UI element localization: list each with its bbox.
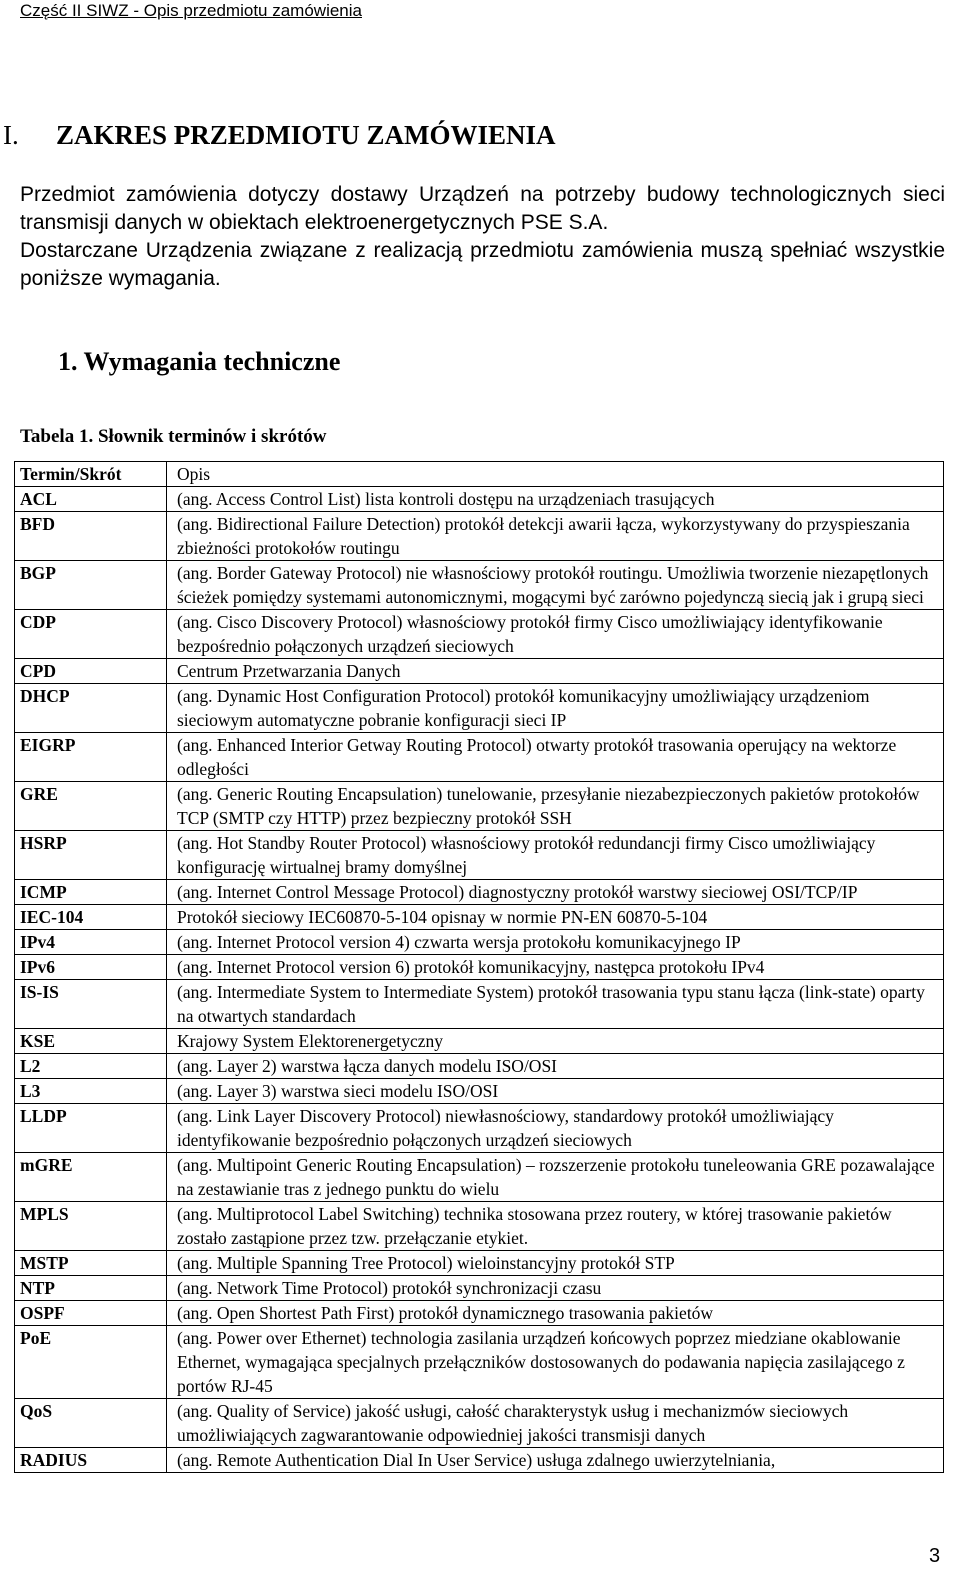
- description-cell: (ang. Dynamic Host Configuration Protocol) protokół komunikacyjny umożliwiający urządzeniom sieciowym automatyczne pobranie konfiguracji sieci IP: [167, 684, 944, 733]
- terms-table-body: [15, 487, 944, 1473]
- table-row: [15, 1054, 944, 1079]
- description-cell: Protokół sieciowy IEC60870-5-104 opisnay w normie PN-EN 60870-5-104: [167, 905, 944, 930]
- description-cell: (ang. Intermediate System to Intermediate System) protokół trasowania typu stanu łącza (link-state) oparty na otwartych standardach: [167, 980, 944, 1029]
- description-cell: (ang. Open Shortest Path First) protokół dynamicznego trasowania pakietów: [167, 1301, 944, 1326]
- term-cell: mGRE: [15, 1153, 167, 1202]
- table-row: [15, 831, 944, 880]
- term-cell: KSE: [15, 1029, 167, 1054]
- table-row: [15, 1251, 944, 1276]
- term-cell: ACL: [15, 487, 167, 512]
- description-cell: (ang. Bidirectional Failure Detection) protokół detekcji awarii łącza, wykorzystywany do przyspieszania zbieżności protokołów routingu: [167, 512, 944, 561]
- description-cell: (ang. Border Gateway Protocol) nie własnościowy protokół routingu. Umożliwia tworzenie niezapętlonych ścieżek pomiędzy systemami autonomicznymi, mogącymi być zarówno pojedynczą siecią jak i grupą sieci: [167, 561, 944, 610]
- table-row: [15, 782, 944, 831]
- table-row: [15, 1399, 944, 1448]
- description-cell: (ang. Access Control List) lista kontroli dostępu na urządzeniach trasujących: [167, 487, 944, 512]
- table-row: [15, 1448, 944, 1473]
- table-row: [15, 980, 944, 1029]
- description-cell: (ang. Hot Standby Router Protocol) własnościowy protokół redundancji firmy Cisco umożliwiający konfigurację wirtualnej bramy domyślnej: [167, 831, 944, 880]
- table-row: [15, 561, 944, 610]
- table-row: [15, 905, 944, 930]
- term-cell: DHCP: [15, 684, 167, 733]
- table-row: [15, 1326, 944, 1399]
- table-row: [15, 1153, 944, 1202]
- section-title: ZAKRES PRZEDMIOTU ZAMÓWIENIA: [56, 120, 556, 150]
- table-row: [15, 733, 944, 782]
- document-header: Część II SIWZ - Opis przedmiotu zamówienia: [20, 1, 362, 20]
- description-cell: (ang. Internet Protocol version 4) czwarta wersja protokołu komunikacyjnego IP: [167, 930, 944, 955]
- page-number: 3: [929, 1545, 941, 1567]
- description-cell: (ang. Network Time Protocol) protokół synchronizacji czasu: [167, 1276, 944, 1301]
- table-row: [15, 684, 944, 733]
- description-cell: (ang. Multipoint Generic Routing Encapsulation) – rozszerzenie protokołu tuneleowania GRE pozawalające na zestawianie tras z jednego punktu do wielu: [167, 1153, 944, 1202]
- term-cell: L3: [15, 1079, 167, 1104]
- term-cell: CPD: [15, 659, 167, 684]
- table-row: [15, 955, 944, 980]
- term-cell: MPLS: [15, 1202, 167, 1251]
- term-cell: BGP: [15, 561, 167, 610]
- table-row: [15, 1029, 944, 1054]
- term-cell: L2: [15, 1054, 167, 1079]
- term-cell: OSPF: [15, 1301, 167, 1326]
- term-cell: QoS: [15, 1399, 167, 1448]
- intro-text: [20, 181, 945, 293]
- term-cell: IPv6: [15, 955, 167, 980]
- table-row: [15, 512, 944, 561]
- intro-paragraph-2: Dostarczane Urządzenia związane z realizacją przedmiotu zamówienia muszą spełniać wszystkie poniższe wymagania.: [20, 239, 945, 290]
- description-cell: (ang. Internet Control Message Protocol) diagnostyczny protokół warstwy sieciowej OSI/TCP/IP: [167, 880, 944, 905]
- description-cell: (ang. Remote Authentication Dial In User Service) usługa zdalnego uwierzytelniania,: [167, 1448, 944, 1473]
- term-cell: RADIUS: [15, 1448, 167, 1473]
- description-cell: Centrum Przetwarzania Danych: [167, 659, 944, 684]
- description-cell: (ang. Link Layer Discovery Protocol) niewłasnościowy, standardowy protokół umożliwiający identyfikowanie bezpośrednio połączonych urządzeń sieciowych: [167, 1104, 944, 1153]
- term-cell: IEC-104: [15, 905, 167, 930]
- table-header-row: [15, 462, 944, 487]
- description-cell: (ang. Layer 2) warstwa łącza danych modelu ISO/OSI: [167, 1054, 944, 1079]
- table-row: [15, 487, 944, 512]
- table-row: [15, 880, 944, 905]
- table-row: [15, 1104, 944, 1153]
- subsection-title: 1. Wymagania techniczne: [58, 347, 341, 376]
- term-cell: ICMP: [15, 880, 167, 905]
- section-number: I.: [3, 120, 19, 150]
- header-description: Opis: [167, 462, 944, 487]
- term-cell: IS-IS: [15, 980, 167, 1029]
- intro-paragraph-1: Przedmiot zamówienia dotyczy dostawy Urządzeń na potrzeby budowy technologicznych sieci transmisji danych w obiektach elektroenergetycznych PSE S.A.: [20, 183, 945, 234]
- description-cell: Krajowy System Elektorenergetyczny: [167, 1029, 944, 1054]
- term-cell: NTP: [15, 1276, 167, 1301]
- description-cell: (ang. Generic Routing Encapsulation) tunelowanie, przesyłanie niezabezpieczonych pakietów protokołów TCP (SMTP czy HTTP) przez bezpieczny protokół SSH: [167, 782, 944, 831]
- description-cell: (ang. Quality of Service) jakość usługi, całość charakterystyk usług i mechanizmów sieciowych umożliwiających zagwarantowanie odpowiedniej jakości transmisji danych: [167, 1399, 944, 1448]
- term-cell: BFD: [15, 512, 167, 561]
- description-cell: (ang. Layer 3) warstwa sieci modelu ISO/OSI: [167, 1079, 944, 1104]
- table-row: [15, 1301, 944, 1326]
- description-cell: (ang. Multiprotocol Label Switching) technika stosowana przez routery, w której trasowanie pakietów zostało zastąpione przez tzw. przełączanie etykiet.: [167, 1202, 944, 1251]
- term-cell: MSTP: [15, 1251, 167, 1276]
- table-row: [15, 1276, 944, 1301]
- term-cell: IPv4: [15, 930, 167, 955]
- description-cell: (ang. Multiple Spanning Tree Protocol) wieloinstancyjny protokół STP: [167, 1251, 944, 1276]
- term-cell: EIGRP: [15, 733, 167, 782]
- description-cell: (ang. Cisco Discovery Protocol) własnościowy protokół firmy Cisco umożliwiający identyfikowanie bezpośrednio połączonych urządzeń sieciowych: [167, 610, 944, 659]
- table-row: [15, 930, 944, 955]
- term-cell: LLDP: [15, 1104, 167, 1153]
- terms-table: [14, 461, 944, 1473]
- table-caption: Tabela 1. Słownik terminów i skrótów: [20, 426, 327, 447]
- term-cell: PoE: [15, 1326, 167, 1399]
- term-cell: HSRP: [15, 831, 167, 880]
- table-row: [15, 659, 944, 684]
- description-cell: (ang. Internet Protocol version 6) protokół komunikacyjny, następca protokołu IPv4: [167, 955, 944, 980]
- table-row: [15, 1079, 944, 1104]
- term-cell: GRE: [15, 782, 167, 831]
- term-cell: CDP: [15, 610, 167, 659]
- table-row: [15, 1202, 944, 1251]
- table-row: [15, 610, 944, 659]
- description-cell: (ang. Power over Ethernet) technologia zasilania urządzeń końcowych poprzez miedziane okablowanie Ethernet, wymagająca specjalnych przełączników dostosowanych do podawania napięcia zasilającego z portów RJ-45: [167, 1326, 944, 1399]
- header-term: Termin/Skrót: [15, 462, 167, 487]
- description-cell: (ang. Enhanced Interior Getway Routing Protocol) otwarty protokół trasowania operujący na wektorze odległości: [167, 733, 944, 782]
